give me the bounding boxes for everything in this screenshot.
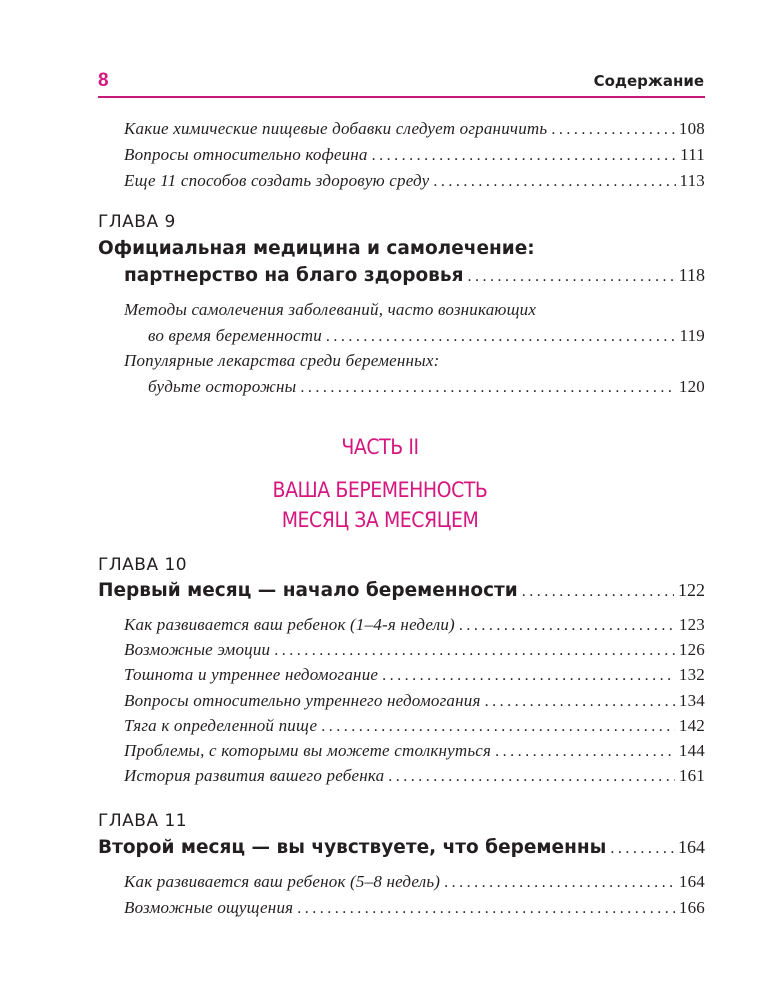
- chapter-title-entry[interactable]: [124, 265, 705, 289]
- chapter-title-entry[interactable]: [98, 837, 705, 861]
- leader-dots: [485, 693, 675, 711]
- page-number: 8: [98, 70, 109, 91]
- entry-title: Возможные эмоции: [124, 640, 271, 659]
- entry-page: 134: [678, 691, 705, 710]
- entry-title: Тяга к определенной пище: [124, 716, 318, 735]
- entry-page: 122: [678, 580, 705, 600]
- chapter-title: Второй месяц — вы чувствуете, что беременны: [98, 837, 607, 858]
- part-title-line2: МЕСЯЦ ЗА МЕСЯЦЕМ: [281, 508, 479, 532]
- entry-page: 144: [678, 741, 705, 760]
- leader-dots: [610, 840, 674, 858]
- entry-title: Как развивается ваш ребенок (1–4-я недели): [124, 615, 455, 634]
- leader-dots: [495, 743, 675, 761]
- leader-dots: [388, 768, 675, 786]
- entry-title: во время беременности: [148, 326, 322, 345]
- toc-entry-continued[interactable]: [148, 326, 705, 350]
- toc-entry[interactable]: [124, 171, 705, 195]
- entry-title: Проблемы, с которыми вы можете столкнуться: [124, 741, 492, 760]
- chapter-label: ГЛАВА 10: [98, 555, 188, 575]
- entry-title: Какие химические пищевые добавки следует ограничить: [124, 119, 548, 138]
- entry-title: Вопросы относительно утреннего недомогания: [124, 691, 481, 710]
- chapter-title-line2: партнерство на благо здоровья: [124, 265, 464, 286]
- entry-title: Как развивается ваш ребенок (5–8 недель): [124, 872, 441, 891]
- chapter-title: Первый месяц — начало беременности: [98, 580, 518, 601]
- entry-page: 119: [679, 326, 705, 345]
- chapter-title-line1: Официальная медицина и самолечение:: [98, 238, 535, 259]
- entry-title: Возможные ощущения: [124, 898, 294, 917]
- leader-dots: [459, 617, 675, 635]
- leader-dots: [551, 121, 675, 139]
- toc-entry[interactable]: [124, 898, 705, 922]
- entry-title: Тошнота и утреннее недомогание: [124, 665, 379, 684]
- entry-title: История развития вашего ребенка: [124, 766, 385, 785]
- entry-title: Методы самолечения заболеваний, часто возникающих: [124, 300, 537, 319]
- toc-entry-continued[interactable]: [148, 377, 705, 401]
- entry-page: 132: [678, 665, 705, 684]
- leader-dots: [300, 379, 675, 397]
- entry-title: будьте осторожны: [148, 377, 297, 396]
- toc-entry[interactable]: [124, 691, 705, 715]
- toc-entry[interactable]: [124, 145, 705, 169]
- toc-entry[interactable]: [124, 640, 705, 664]
- entry-page: 113: [679, 171, 705, 190]
- toc-entry[interactable]: [124, 351, 705, 375]
- toc-entry[interactable]: [124, 119, 705, 143]
- toc-entry[interactable]: [124, 300, 705, 324]
- chapter-title[interactable]: [98, 238, 705, 262]
- entry-title: Вопросы относительно кофеина: [124, 145, 368, 164]
- part-label: ЧАСТЬ II: [341, 435, 419, 459]
- chapter-title-entry[interactable]: [98, 580, 705, 604]
- leader-dots: [433, 173, 675, 191]
- leader-dots: [326, 328, 676, 346]
- toc-entry[interactable]: [124, 766, 705, 790]
- entry-page: 123: [678, 615, 705, 634]
- leader-dots: [382, 667, 675, 685]
- entry-title: Популярные лекарства среди беременных:: [124, 351, 440, 370]
- entry-page: 164: [678, 872, 705, 891]
- leader-dots: [274, 642, 675, 660]
- entry-page: 108: [678, 119, 705, 138]
- toc-entry[interactable]: [124, 716, 705, 740]
- entry-title: Еще 11 способов создать здоровую среду: [124, 171, 430, 190]
- entry-page: 120: [678, 377, 705, 396]
- entry-page: 118: [678, 265, 705, 285]
- leader-dots: [522, 583, 674, 601]
- entry-page: 111: [680, 145, 705, 164]
- toc-entry[interactable]: [124, 872, 705, 896]
- part-title-line1: ВАША БЕРЕМЕННОСТЬ: [272, 478, 488, 502]
- entry-page: 164: [678, 837, 705, 857]
- leader-dots: [467, 268, 674, 286]
- leader-dots: [297, 900, 675, 918]
- header-rule: [98, 96, 705, 98]
- leader-dots: [372, 147, 677, 165]
- entry-page: 166: [678, 898, 705, 917]
- running-header: Содержание: [593, 72, 704, 90]
- toc-entry[interactable]: [124, 741, 705, 765]
- entry-page: 126: [678, 640, 705, 659]
- toc-entry[interactable]: [124, 665, 705, 689]
- leader-dots: [444, 874, 675, 892]
- toc-entry[interactable]: [124, 615, 705, 639]
- leader-dots: [321, 718, 675, 736]
- entry-page: 161: [678, 766, 705, 785]
- entry-page: 142: [678, 716, 705, 735]
- chapter-label: ГЛАВА 9: [98, 212, 176, 232]
- chapter-label: ГЛАВА 11: [98, 811, 188, 831]
